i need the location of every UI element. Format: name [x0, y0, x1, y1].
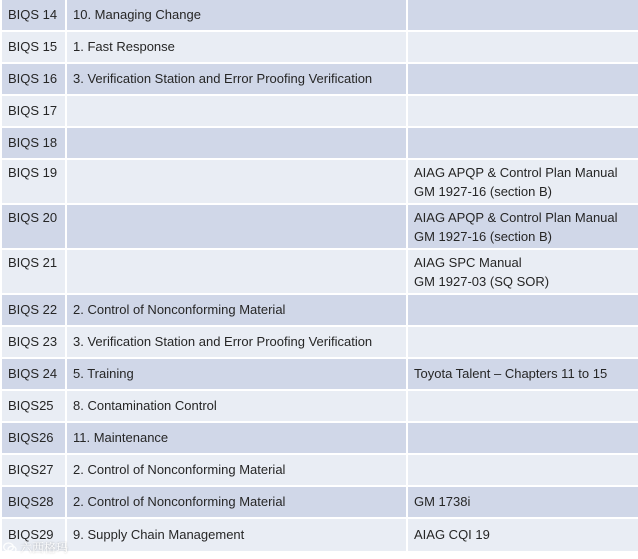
table-row: [2, 160, 638, 203]
reference-cell: [408, 205, 638, 248]
table-row: [2, 32, 638, 62]
biqs-id-cell: BIQS26: [2, 423, 65, 453]
biqs-id-cell: BIQS 18: [2, 128, 65, 158]
reference-cell: [408, 250, 638, 293]
biqs-id-cell: BIQS 20: [2, 205, 65, 248]
watermark-text: 六西格玛: [20, 541, 69, 555]
table-row: [2, 205, 638, 248]
topic-cell: [67, 128, 406, 158]
reference-line: AIAG APQP & Control Plan Manual: [414, 210, 618, 225]
topic-cell: [67, 205, 406, 248]
reference-cell: [408, 96, 638, 126]
reference-cell: [408, 391, 638, 421]
biqs-id-cell: BIQS27: [2, 455, 65, 485]
table-row: [2, 391, 638, 421]
biqs-id-cell: BIQS 16: [2, 64, 65, 94]
reference-cell: [408, 128, 638, 158]
table-row: [2, 359, 638, 389]
reference-cell: [408, 327, 638, 357]
table-row: [2, 250, 638, 293]
biqs-id-cell: BIQS 24: [2, 359, 65, 389]
biqs-id-cell: BIQS25: [2, 391, 65, 421]
watermark: [3, 539, 68, 556]
topic-cell: 2. Control of Nonconforming Material: [67, 295, 406, 325]
table-row: [2, 295, 638, 325]
reference-cell: [408, 0, 638, 30]
topic-cell: 11. Maintenance: [67, 423, 406, 453]
reference-cell: [408, 423, 638, 453]
reference-cell: [408, 519, 638, 551]
reference-line: GM 1738i: [414, 494, 471, 509]
biqs-id-cell: BIQS 17: [2, 96, 65, 126]
reference-cell: [408, 32, 638, 62]
reference-line: AIAG SPC Manual: [414, 255, 522, 270]
table-row: [2, 487, 638, 517]
biqs-id-cell: BIQS 14: [2, 0, 65, 30]
reference-cell: [408, 160, 638, 203]
topic-cell: 5. Training: [67, 359, 406, 389]
table-row: [2, 455, 638, 485]
topic-cell: 2. Control of Nonconforming Material: [67, 487, 406, 517]
table-row: [2, 128, 638, 158]
biqs-id-cell: BIQS 19: [2, 160, 65, 203]
biqs-id-cell: BIQS 23: [2, 327, 65, 357]
reference-line: AIAG CQI 19: [414, 527, 490, 542]
topic-cell: 3. Verification Station and Error Proofing Verification: [67, 64, 406, 94]
topic-cell: 9. Supply Chain Management: [67, 519, 406, 551]
biqs-id-cell: BIQS 22: [2, 295, 65, 325]
biqs-id-cell: BIQS29: [2, 519, 65, 551]
topic-cell: [67, 160, 406, 203]
table-row: [2, 423, 638, 453]
reference-cell: [408, 455, 638, 485]
topic-cell: 8. Contamination Control: [67, 391, 406, 421]
reference-line: AIAG APQP & Control Plan Manual: [414, 165, 618, 180]
biqs-id-cell: BIQS28: [2, 487, 65, 517]
topic-cell: 1. Fast Response: [67, 32, 406, 62]
reference-cell: [408, 295, 638, 325]
reference-cell: [408, 64, 638, 94]
biqs-id-cell: BIQS 15: [2, 32, 65, 62]
topic-cell: 10. Managing Change: [67, 0, 406, 30]
reference-line: GM 1927-03 (SQ SOR): [414, 274, 550, 289]
biqs-id-cell: BIQS 21: [2, 250, 65, 293]
table-row: [2, 0, 638, 30]
topic-cell: 3. Verification Station and Error Proofing Verification: [67, 327, 406, 357]
table-row: [2, 519, 638, 551]
table-row: [2, 96, 638, 126]
table-row: [2, 327, 638, 357]
topic-cell: [67, 96, 406, 126]
table-row: [2, 64, 638, 94]
topic-cell: [67, 250, 406, 293]
wechat-logo-icon: [3, 541, 17, 555]
reference-cell: [408, 487, 638, 517]
reference-line: Toyota Talent – Chapters 11 to 15: [414, 366, 608, 381]
reference-cell: [408, 359, 638, 389]
topic-cell: 2. Control of Nonconforming Material: [67, 455, 406, 485]
reference-line: GM 1927-16 (section B): [414, 184, 553, 199]
reference-line: GM 1927-16 (section B): [414, 229, 553, 244]
